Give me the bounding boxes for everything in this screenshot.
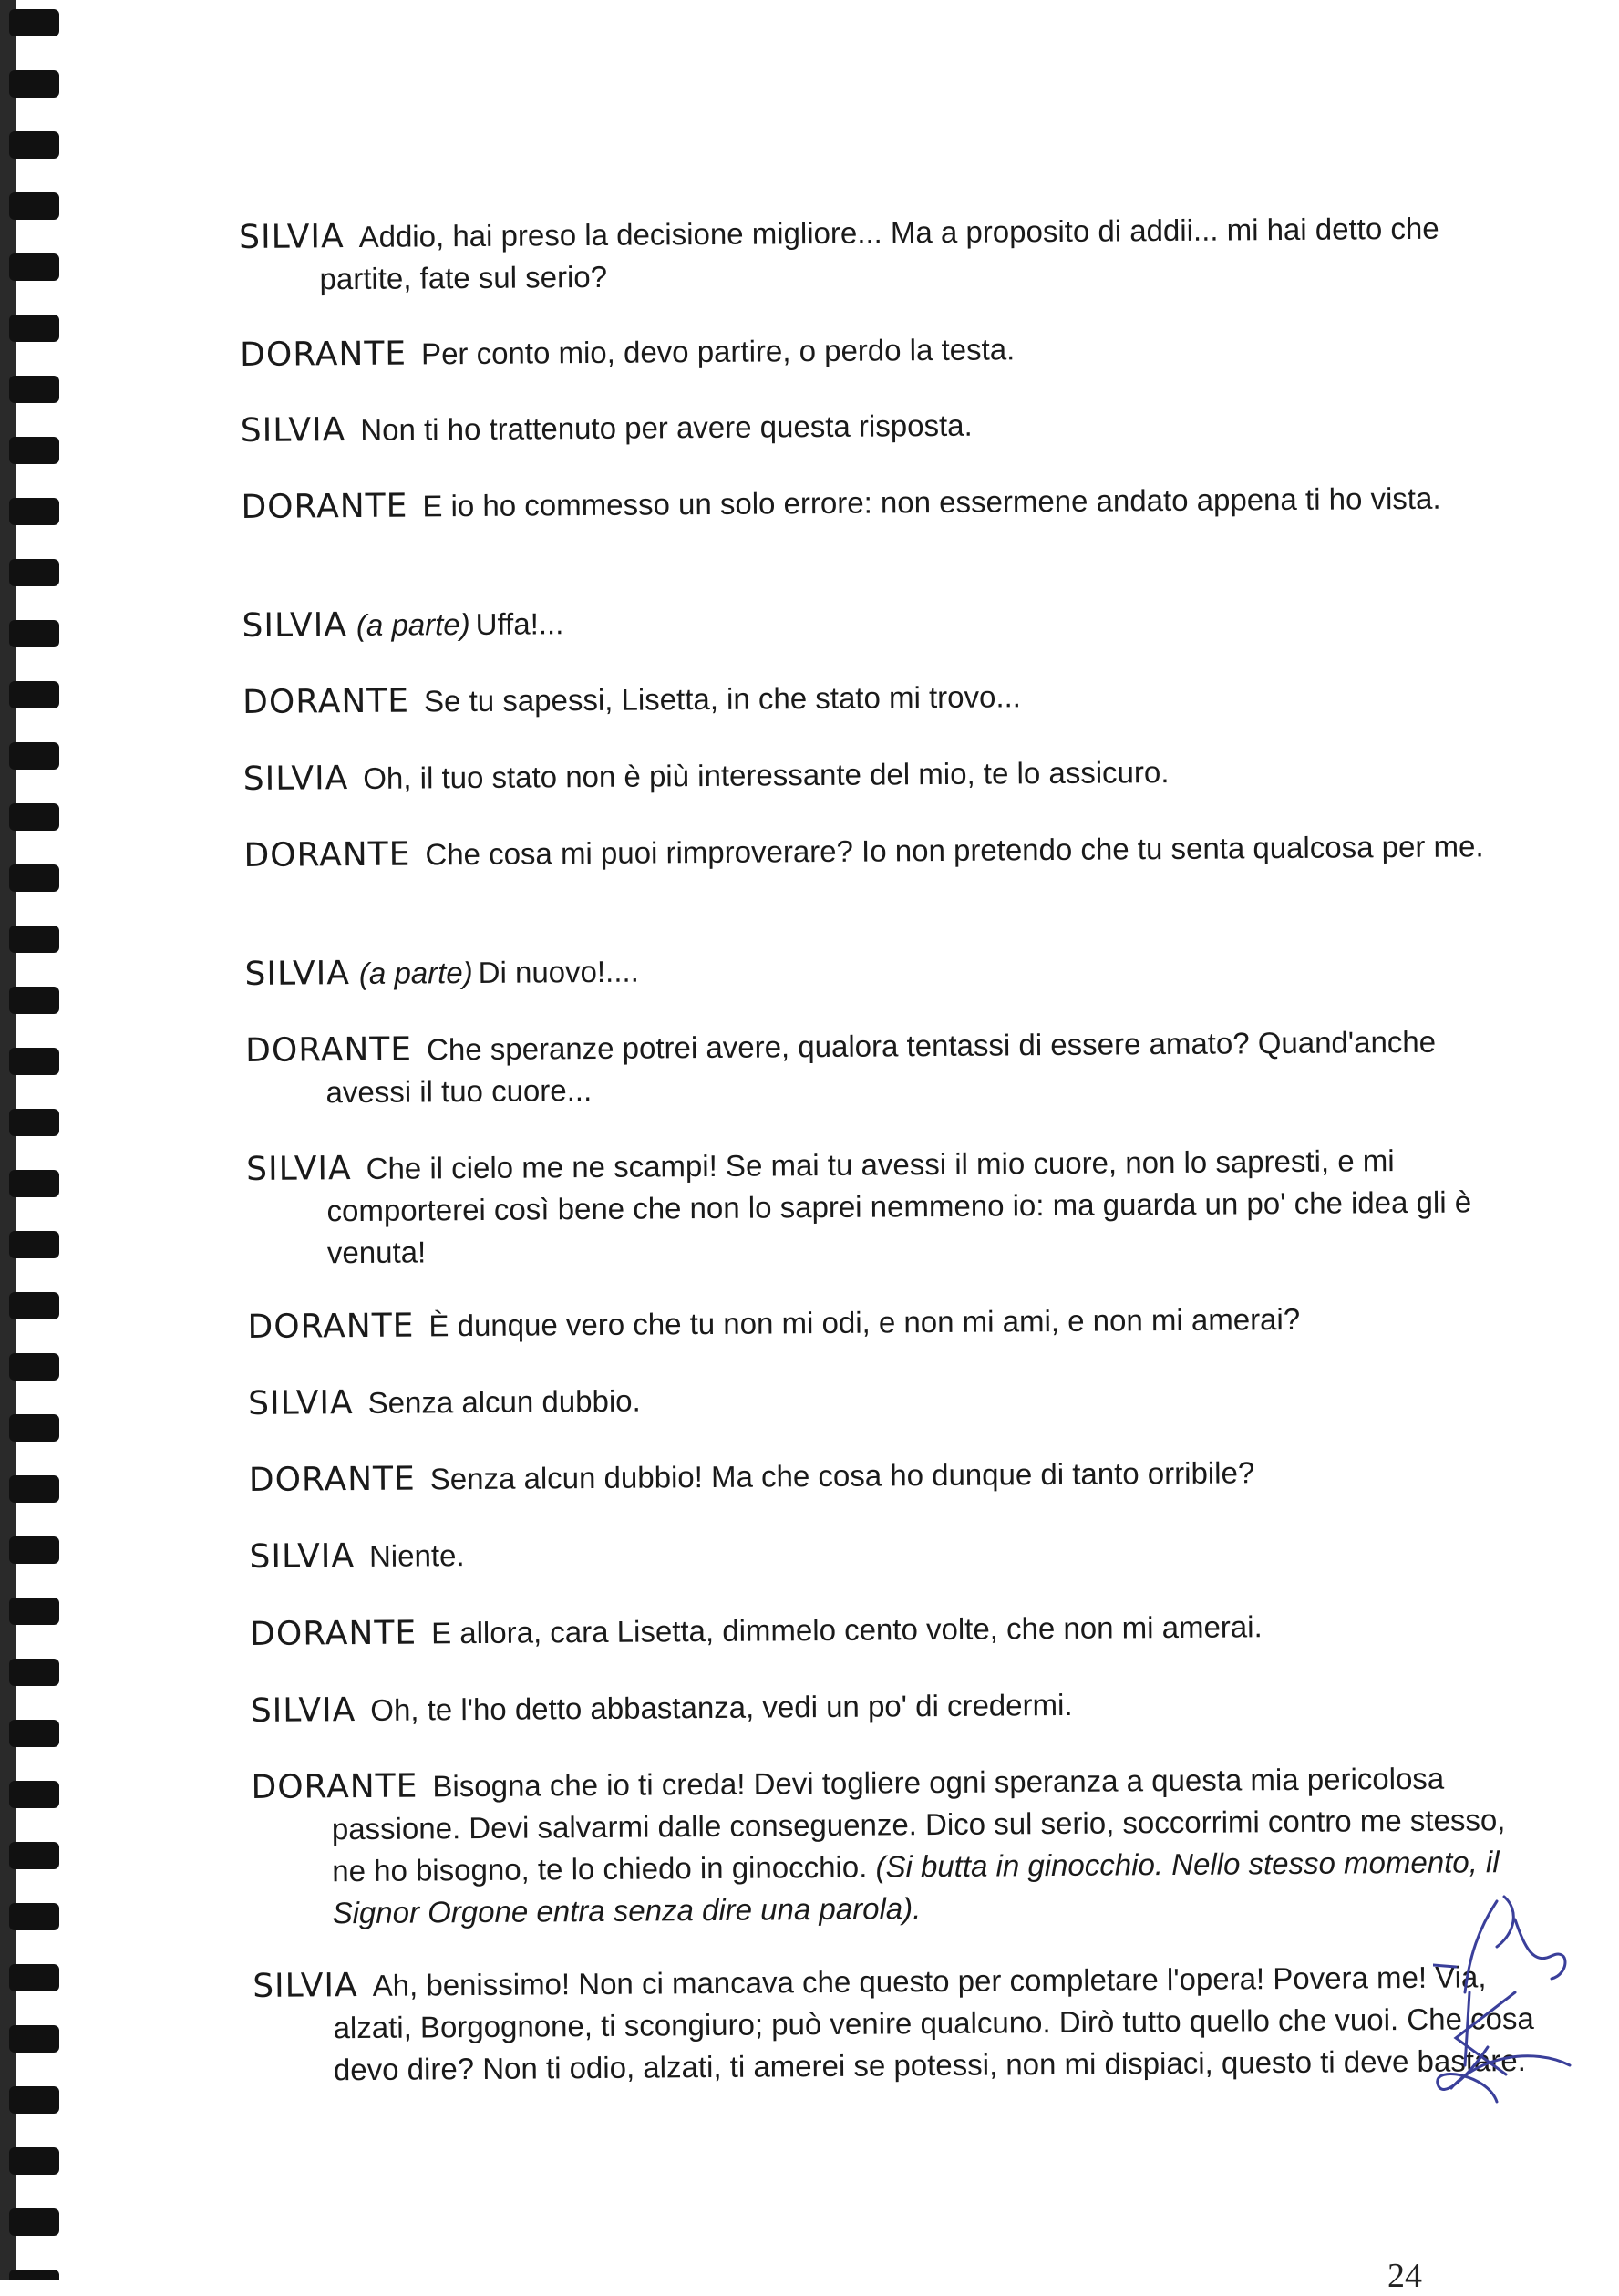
binding-coil <box>9 315 59 342</box>
speech-text: Senza alcun dubbio. <box>368 1384 641 1420</box>
speech-line <box>242 672 1526 724</box>
binding-coil <box>9 376 59 403</box>
binding-coil <box>9 1109 59 1136</box>
speech-text: È dunque vero che tu non mi odi, e non mi ami, e non mi amerai? <box>428 1302 1300 1343</box>
speech-text: Di nuovo!.... <box>479 955 639 989</box>
binding-coil <box>9 498 59 525</box>
speech-text: Che speranze potrei avere, qualora tentassi di essere amato? Quand'anche avessi il tuo cuore... <box>325 1025 1436 1110</box>
handwritten-signature <box>1433 1892 1597 2106</box>
binding-coil <box>9 926 59 953</box>
binding-coil <box>9 2025 59 2053</box>
speaker-name: SILVIA <box>253 1967 358 2005</box>
speaker-name: SILVIA <box>248 1384 354 1422</box>
speech-text: Senza alcun dubbio! Ma che cosa ho dunque di tanto orribile? <box>430 1455 1255 1495</box>
speech-text: Che cosa mi puoi rimproverare? Io non pretendo che tu senta qualcosa per me. <box>425 829 1483 871</box>
binding-coil <box>9 1231 59 1258</box>
binding-coil <box>9 1964 59 1991</box>
binding-coil <box>9 1048 59 1075</box>
binding-coil <box>9 742 59 770</box>
speaker-name: DORANTE <box>242 683 409 721</box>
speaker-name: DORANTE <box>251 1768 418 1806</box>
binding-coil <box>9 2086 59 2114</box>
speech-line <box>245 1020 1530 1114</box>
binding-coil <box>9 681 59 708</box>
speech-line <box>241 400 1524 452</box>
binding-coil <box>9 1475 59 1503</box>
stage-direction: (a parte) <box>356 607 470 642</box>
binding-coil <box>9 1598 59 1625</box>
speech-line <box>244 944 1528 996</box>
speaker-name: DORANTE <box>250 1615 417 1653</box>
speaker-name: SILVIA <box>244 955 350 993</box>
speech-text: Oh, te l'ho detto abbastanza, vedi un po' di credermi. <box>370 1688 1073 1727</box>
binding-coil <box>9 2270 59 2280</box>
speech-text: Se tu sapessi, Lisetta, in che stato mi trovo... <box>424 679 1021 718</box>
speech-text: Che il cielo me ne scampi! Se mai tu avessi il mio cuore, non lo sapresti, e mi comporterei così bene che non lo saprei nemmeno io: ma guarda un po' che idea gli è venuta! <box>326 1143 1471 1269</box>
speech-line <box>248 1373 1531 1425</box>
binding-coil <box>9 1720 59 1747</box>
binding-coil <box>9 1536 59 1564</box>
binding-coil <box>9 70 59 98</box>
speech-line <box>249 1526 1532 1578</box>
binding-coil <box>9 1353 59 1381</box>
speech-line <box>243 825 1527 877</box>
stage-direction: (a parte) <box>359 956 473 990</box>
stage-direction: (Si butta in ginocchio. Nello stesso momento, il Signor Orgone entra senza dire una parola). <box>332 1845 1499 1929</box>
binding-coil <box>9 1842 59 1869</box>
speech-line <box>242 595 1525 647</box>
binding-coil <box>9 192 59 220</box>
speaker-name: SILVIA <box>249 1537 355 1576</box>
speaker-name: DORANTE <box>241 488 407 526</box>
binding-coil <box>9 620 59 647</box>
binding-coil <box>9 1170 59 1197</box>
binding-coil <box>9 1292 59 1319</box>
binding-coil <box>9 253 59 281</box>
page-number: 24 <box>1387 2256 1422 2296</box>
speaker-name: DORANTE <box>247 1308 414 1346</box>
speech-line <box>239 207 1523 301</box>
speech-text: Uffa!... <box>476 606 564 641</box>
speaker-name: SILVIA <box>242 606 347 645</box>
speech-text: Niente. <box>369 1538 465 1573</box>
speaker-name: DORANTE <box>249 1461 416 1499</box>
binding-coil <box>9 9 59 36</box>
speaker-name: SILVIA <box>241 411 346 450</box>
dialogue-body <box>239 208 1442 217</box>
binding-coil <box>9 803 59 831</box>
speaker-name: SILVIA <box>246 1150 352 1188</box>
speaker-name: DORANTE <box>243 836 410 874</box>
speech-line <box>240 325 1523 377</box>
speech-line <box>251 1757 1535 1935</box>
speaker-name: SILVIA <box>239 218 345 256</box>
speech-line <box>243 749 1527 801</box>
speech-line <box>241 477 1524 529</box>
speaker-name: DORANTE <box>240 336 407 374</box>
speech-text: Oh, il tuo stato non è più interessante del mio, te lo assicuro. <box>363 755 1169 795</box>
spiral-binding <box>0 0 66 2280</box>
binding-coil <box>9 987 59 1014</box>
binding-coil <box>9 437 59 464</box>
speaker-name: SILVIA <box>251 1691 356 1730</box>
speech-text: E allora, cara Lisetta, dimmelo cento volte, che non mi amerai. <box>431 1609 1263 1650</box>
binding-coil <box>9 864 59 892</box>
speech-line <box>246 1139 1531 1275</box>
binding-coil <box>9 1659 59 1686</box>
speech-text: Addio, hai preso la decisione migliore... Ma a proposito di addii... mi hai detto che partite, fate sul serio? <box>319 212 1439 296</box>
binding-coil <box>9 1414 59 1442</box>
binding-coil <box>9 131 59 159</box>
binding-coil <box>9 1781 59 1808</box>
speech-text: Non ti ho trattenuto per avere questa risposta. <box>360 409 973 447</box>
speech-text: Ah, benissimo! Non ci mancava che questo per completare l'opera! Povera me! Via, alzati, Borgognone, ti scongiuro; può venire qualcuno. Dirò tutto quello che vuoi. Che cosa devo dire? Non ti odio, alzati, ti amerei se potessi, non mi dispiaci, questo ti deve bastare. <box>333 1960 1533 2086</box>
speaker-name: SILVIA <box>243 760 349 798</box>
speech-line <box>250 1604 1533 1656</box>
speech-text: Bisogna che io ti creda! Devi togliere ogni speranza a questa mia pericolosa passione. Devi salvarmi dalle conseguenze. Dico sul serio, soccorrimi contro me stesso, ne ho bisogno, te lo chiedo in ginocchio. <box>332 1762 1506 1888</box>
speech-text: E io ho commesso un solo errore: non essermene andato appena ti ho vista. <box>422 481 1440 523</box>
speech-line <box>249 1450 1532 1502</box>
binding-coil <box>9 559 59 586</box>
binding-coil <box>9 2147 59 2175</box>
speech-line <box>253 1956 1537 2092</box>
speaker-name: DORANTE <box>245 1031 412 1070</box>
speech-line <box>247 1297 1531 1349</box>
binding-coil <box>9 2208 59 2236</box>
speech-text: Per conto mio, devo partire, o perdo la testa. <box>421 332 1015 370</box>
binding-coil <box>9 1903 59 1930</box>
speech-line <box>251 1681 1534 1732</box>
